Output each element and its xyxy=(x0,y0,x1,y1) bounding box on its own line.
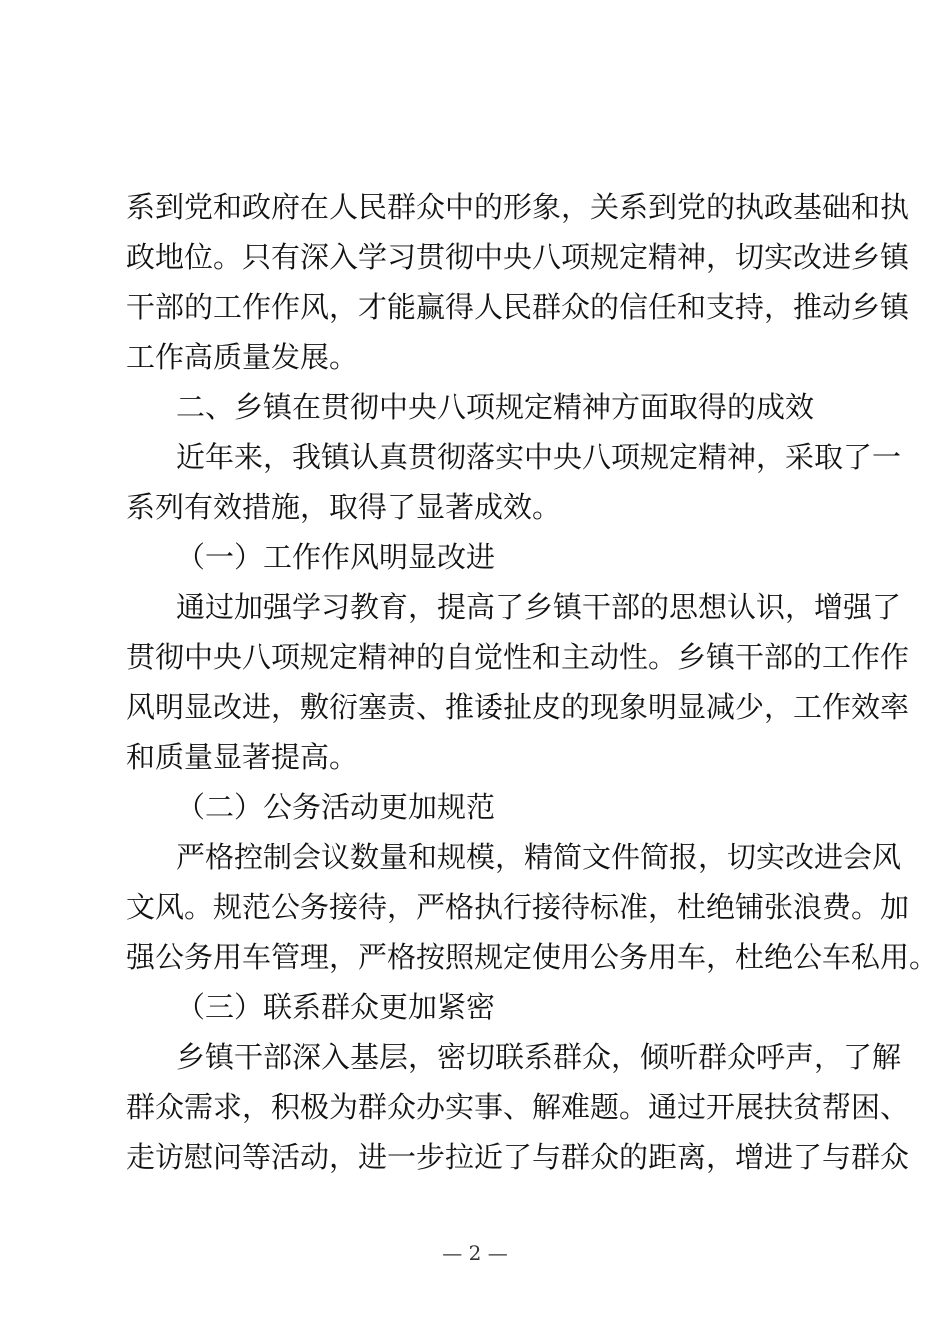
text-line: 和质量显著提高。 xyxy=(126,740,359,774)
text-line: 风明显改进，敷衍塞责、推诿扯皮的现象明显减少，工作效率 xyxy=(126,690,910,724)
text-line: 强公务用车管理，严格按照规定使用公务用车，杜绝公车私用。 xyxy=(126,940,939,974)
paragraph-start: 严格控制会议数量和规模，精简文件简报，切实改进会风 xyxy=(176,840,902,874)
paragraph-start: 通过加强学习教育，提高了乡镇干部的思想认识，增强了 xyxy=(176,590,902,624)
subsection-heading: （一）工作作风明显改进 xyxy=(176,540,496,574)
section-heading: 二、乡镇在贯彻中央八项规定精神方面取得的成效 xyxy=(176,390,815,424)
text-line: 干部的工作作风，才能赢得人民群众的信任和支持，推动乡镇 xyxy=(126,290,910,324)
paragraph-start: 乡镇干部深入基层，密切联系群众，倾听群众呼声，了解 xyxy=(176,1040,902,1074)
text-line: 走访慰问等活动，进一步拉近了与群众的距离，增进了与群众 xyxy=(126,1140,910,1174)
text-line: 工作高质量发展。 xyxy=(126,340,359,374)
subsection-heading: （三）联系群众更加紧密 xyxy=(176,990,496,1024)
text-line: 系到党和政府在人民群众中的形象，关系到党的执政基础和执 xyxy=(126,190,910,224)
text-line: 政地位。只有深入学习贯彻中央八项规定精神，切实改进乡镇 xyxy=(126,240,910,274)
text-line: 文风。规范公务接待，严格执行接待标准，杜绝铺张浪费。加 xyxy=(126,890,910,924)
subsection-heading: （二）公务活动更加规范 xyxy=(176,790,496,824)
paragraph-start: 近年来，我镇认真贯彻落实中央八项规定精神，采取了一 xyxy=(176,440,902,474)
text-line: 群众需求，积极为群众办实事、解难题。通过开展扶贫帮困、 xyxy=(126,1090,910,1124)
body-text xyxy=(126,182,939,1182)
text-line: 系列有效措施，取得了显著成效。 xyxy=(126,490,562,524)
text-line: 贯彻中央八项规定精神的自觉性和主动性。乡镇干部的工作作 xyxy=(126,640,910,674)
page-number: — 2 — xyxy=(442,1241,508,1265)
